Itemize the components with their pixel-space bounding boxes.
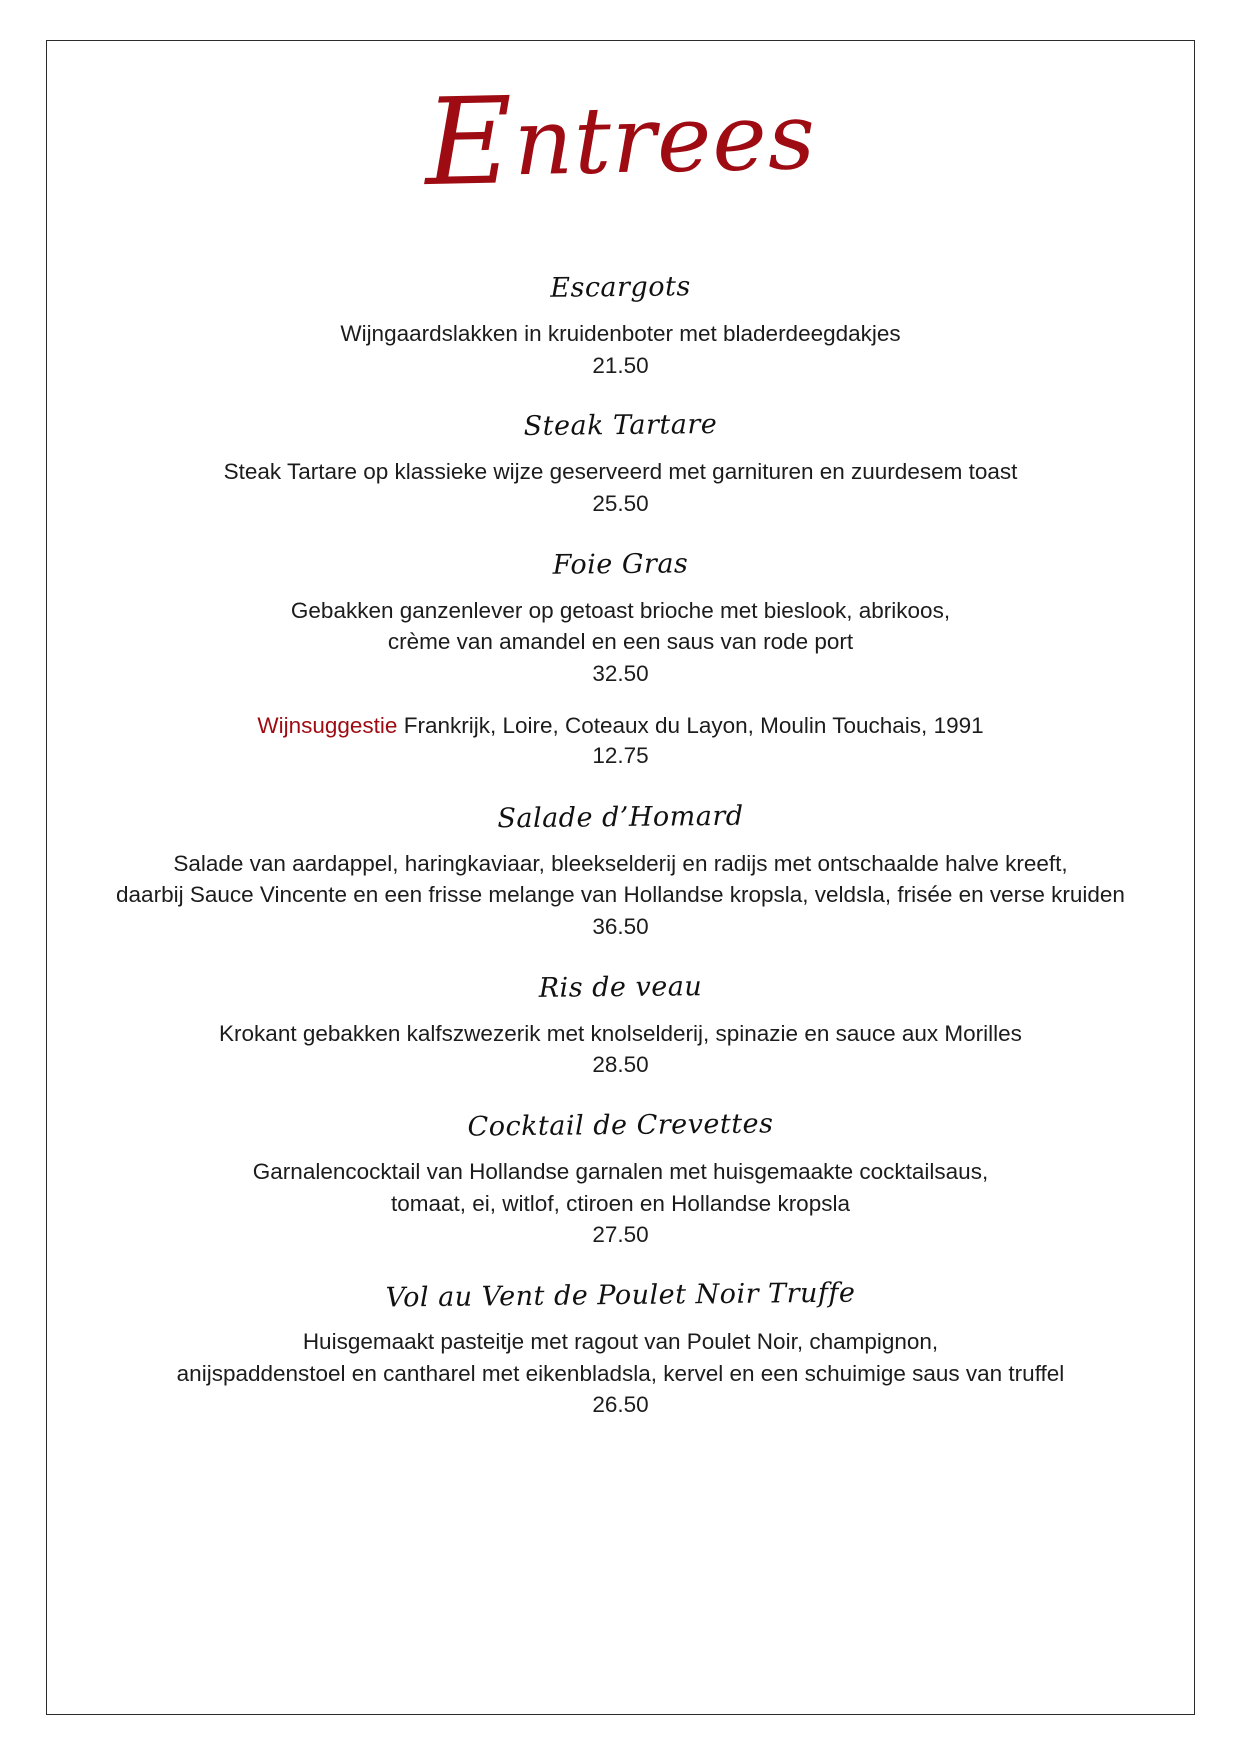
menu-item-description-line: crème van amandel en een saus van rode port bbox=[387, 629, 854, 655]
menu-item-description-line: anijspaddenstoel en cantharel met eikenbladsla, kervel en een schuimige saus van truffel bbox=[176, 1360, 1065, 1386]
menu-item-description-line: Steak Tartare op klassieke wijze geserveerd met garnituren en zuurdesem toast bbox=[223, 459, 1018, 485]
menu-item-description-line: Huisgemaakt pasteitje met ragout van Poulet Noir, champignon, bbox=[302, 1329, 939, 1355]
menu-item bbox=[108, 1110, 1133, 1250]
page-title bbox=[107, 72, 1134, 214]
menu-item-price: 27.50 bbox=[592, 1222, 649, 1248]
menu-content bbox=[48, 72, 1193, 1420]
wine-suggestion bbox=[108, 711, 1133, 772]
menu-item bbox=[108, 972, 1133, 1080]
wine-suggestion-price: 12.75 bbox=[592, 743, 649, 769]
menu-item-description-line: Gebakken ganzenlever op getoast brioche met bieslook, abrikoos, bbox=[290, 597, 951, 623]
menu-item-description-line: Krokant gebakken kalfszwezerik met knolselderij, spinazie en sauce aux Morilles bbox=[219, 1020, 1022, 1046]
menu-item-name: Steak Tartare bbox=[523, 409, 718, 443]
menu-item-description-line: tomaat, ei, witlof, ctiroen en Hollandse kropsla bbox=[391, 1190, 850, 1216]
wine-suggestion-label: Wijnsuggestie bbox=[257, 712, 398, 738]
page-title-initial: E bbox=[423, 72, 516, 214]
page-title-rest: ntrees bbox=[512, 82, 818, 197]
menu-item-description-line: Garnalencocktail van Hollandse garnalen met huisgemaakte cocktailsaus, bbox=[252, 1159, 989, 1184]
menu-items-list bbox=[108, 272, 1133, 1420]
menu-item bbox=[108, 410, 1133, 518]
menu-item-price: 21.50 bbox=[592, 352, 649, 378]
menu-item-name: Cocktail de Crevettes bbox=[467, 1108, 774, 1143]
menu-item-price: 32.50 bbox=[592, 661, 649, 687]
menu-item-name: Escargots bbox=[550, 271, 691, 304]
menu-item bbox=[108, 549, 1133, 772]
menu-item bbox=[108, 272, 1133, 380]
menu-item-name: Foie Gras bbox=[552, 548, 689, 581]
menu-item-description-line: Wijngaardslakken in kruidenboter met bladerdeegdakjes bbox=[340, 321, 901, 346]
menu-item-description-line: daarbij Sauce Vincente en een frisse melange van Hollandse kropsla, veldsla, frisée en verse kruiden bbox=[116, 882, 1125, 908]
menu-item-price: 25.50 bbox=[592, 491, 649, 517]
menu-item bbox=[108, 1277, 1133, 1420]
menu-item bbox=[108, 802, 1133, 942]
menu-item-name: Salade d’Homard bbox=[497, 800, 744, 834]
menu-item-price: 36.50 bbox=[592, 913, 649, 939]
menu-item-price: 26.50 bbox=[592, 1392, 649, 1418]
menu-item-name: Ris de veau bbox=[538, 970, 703, 1004]
menu-item-price: 28.50 bbox=[592, 1052, 649, 1078]
wine-suggestion-text: Frankrijk, Loire, Coteaux du Layon, Moulin Touchais, 1991 bbox=[403, 712, 984, 738]
menu-item-name: Vol au Vent de Poulet Noir Truffe bbox=[385, 1277, 856, 1314]
menu-item-description-line: Salade van aardappel, haringkaviaar, bleekselderij en radijs met ontschaalde halve kreeft, bbox=[173, 850, 1068, 876]
